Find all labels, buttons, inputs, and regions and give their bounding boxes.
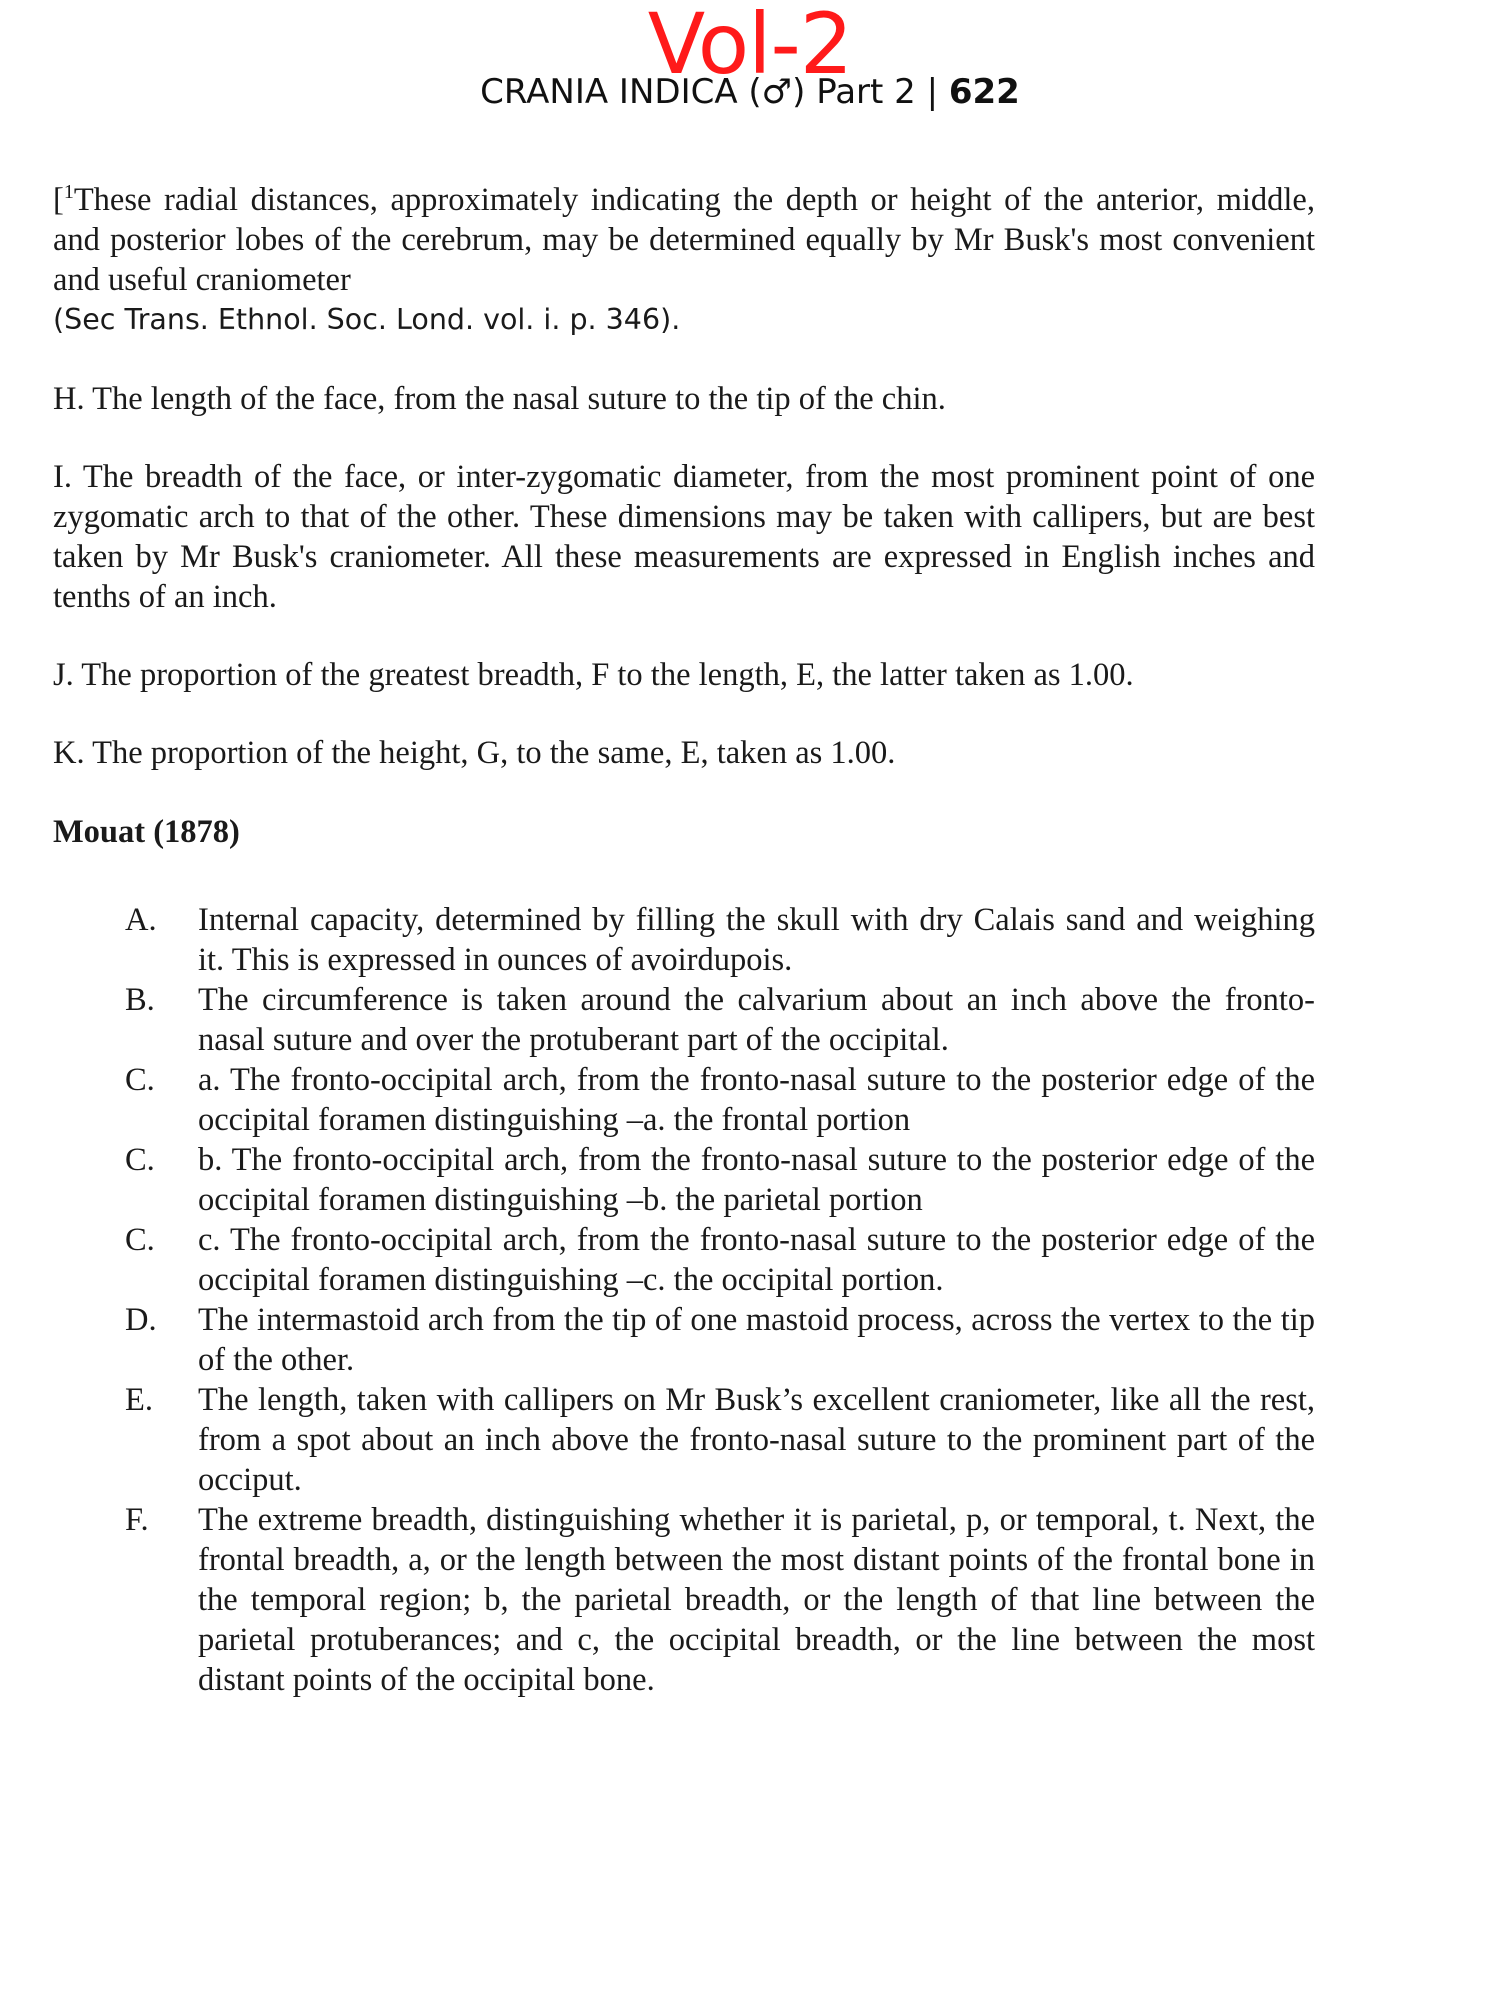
footnote-mark: 1 <box>63 181 74 203</box>
item-label: C. <box>125 1062 155 1098</box>
item-label: C. <box>125 1142 155 1178</box>
item-text: b. The fronto-occipital arch, from the fronto-nasal suture to the posterior edge of the occipital foramen distinguishing –b. the parietal portion <box>198 1142 1315 1218</box>
item-text: a. The fronto-occipital arch, from the fronto-nasal suture to the posterior edge of the occipital foramen distinguishing –a. the frontal portion <box>198 1062 1315 1138</box>
item-text: The extreme breadth, distinguishing whether it is parietal, p, or temporal, t. Next, the frontal breadth, a, or the length between the most distant points of the frontal bone in the temporal region; b, the parietal breadth, or the length of that line between the parietal protuberances; and c, the occipital breadth, or the line between the most distant points of the occipital bone. <box>198 1502 1315 1698</box>
definition-list <box>53 900 1315 1700</box>
paragraph-i: I. The breadth of the face, or inter-zygomatic diameter, from the most prominent point of one zygomatic arch to that of the other. These dimensions may be taken with callipers, but are best taken by Mr Busk's craniometer. All these measurements are expressed in English inches and tenths of an inch. <box>53 459 1315 615</box>
page-body <box>53 180 1315 1700</box>
item-label: C. <box>125 1222 155 1258</box>
list-item <box>53 1060 1315 1140</box>
list-item <box>53 1300 1315 1380</box>
footnote-bracket: [ <box>53 182 64 218</box>
page-number: 622 <box>948 72 1020 112</box>
paragraph-h: H. The length of the face, from the nasal suture to the tip of the chin. <box>53 381 946 417</box>
item-label: B. <box>125 982 155 1018</box>
item-label: A. <box>125 902 157 938</box>
paragraph-k: K. The proportion of the height, G, to the same, E, taken as 1.00. <box>53 735 896 771</box>
volume-label: Vol-2 <box>647 0 853 93</box>
footnote-paragraph <box>53 180 1315 300</box>
list-item <box>53 900 1315 980</box>
item-text: The length, taken with callipers on Mr Busk’s excellent craniometer, like all the rest, from a spot about an inch above the fronto-nasal suture to the prominent part of the occiput. <box>198 1382 1315 1498</box>
list-item <box>53 1140 1315 1220</box>
list-item <box>53 1380 1315 1500</box>
item-text: The circumference is taken around the calvarium about an inch above the fronto-nasal suture and over the protuberant part of the occipital. <box>198 982 1315 1058</box>
list-item <box>53 1220 1315 1300</box>
item-text: The intermastoid arch from the tip of one mastoid process, across the vertex to the tip of the other. <box>198 1302 1315 1378</box>
list-item <box>53 980 1315 1060</box>
footnote-reference: (Sec Trans. Ethnol. Soc. Lond. vol. i. p. 346). <box>53 303 681 336</box>
item-text: Internal capacity, determined by filling the skull with dry Calais sand and weighing it. This is expressed in ounces of avoirdupois. <box>198 902 1315 978</box>
header-title: CRANIA INDICA (♂) Part 2 | <box>480 72 949 112</box>
item-label: D. <box>125 1302 157 1338</box>
list-item <box>53 1500 1315 1700</box>
footnote-text: These radial distances, approximately indicating the depth or height of the anterior, middle, and posterior lobes of the cerebrum, may be determined equally by Mr Busk's most convenient and useful craniometer <box>53 182 1315 298</box>
section-heading: Mouat (1878) <box>53 814 240 850</box>
paragraph-j: J. The proportion of the greatest breadth, F to the length, E, the latter taken as 1.00. <box>53 657 1134 693</box>
item-label: F. <box>125 1502 149 1538</box>
item-label: E. <box>125 1382 153 1418</box>
running-header <box>0 70 1500 114</box>
item-text: c. The fronto-occipital arch, from the fronto-nasal suture to the posterior edge of the occipital foramen distinguishing –c. the occipital portion. <box>198 1222 1315 1298</box>
